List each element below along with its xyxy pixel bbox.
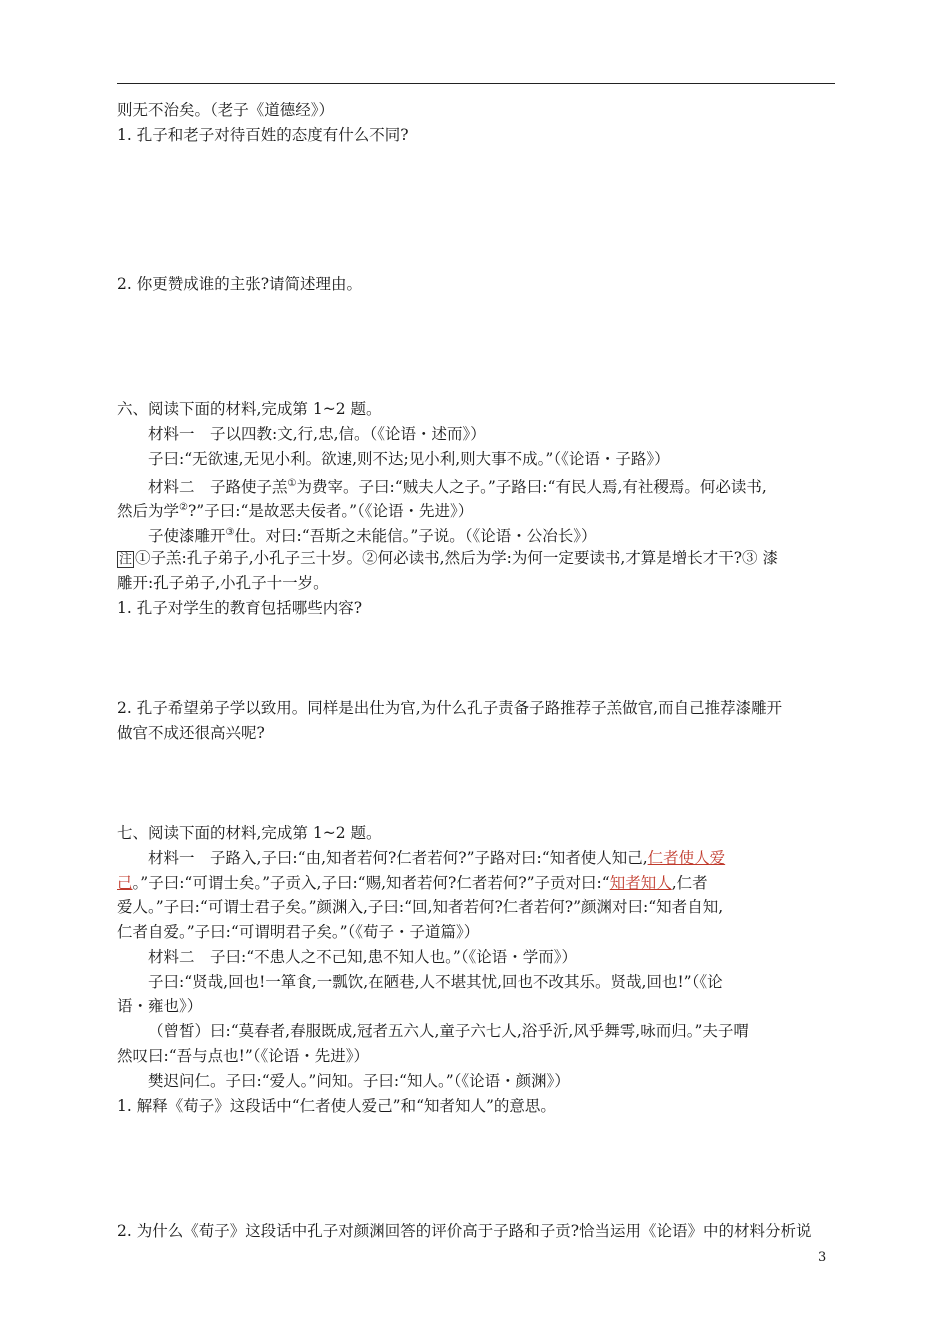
material-6-line-4: 然后为学②?”子曰:“是故恶夫佞者。”（《论语・先进》）: [117, 502, 474, 520]
question-7-1: 1. 解释《荀子》这段话中“仁者使人爱己”和“知者知人”的意思。: [117, 1097, 556, 1115]
highlight-renzhe: 仁者使人爱: [647, 849, 726, 867]
material-7-line-7: 语・雍也》）: [117, 997, 203, 1015]
passage-fragment: 则无不治矣。（老子《道德经》）: [117, 101, 335, 119]
question-6-1: 1. 孔子对学生的教育包括哪些内容?: [117, 599, 363, 617]
question-6-2-line-2: 做官不成还很高兴呢?: [117, 724, 265, 742]
material-7-line-2: 己。”子曰:“可谓士矣。”子贡入,子曰:“赐,知者若何?仁者若何?”子贡对曰:“知者知人,仁者: [117, 874, 708, 892]
question-5-1: 1. 孔子和老子对待百姓的态度有什么不同?: [117, 126, 409, 144]
question-7-2: 2. 为什么《荀子》这段话中孔子对颜渊回答的评价高于子路和子贡?恰当运用《论语》中的材料分析说: [117, 1222, 812, 1240]
footnote-ref-3: ③: [225, 527, 235, 538]
footnote-line-2: 雕开:孔子弟子,小孔子十一岁。: [117, 574, 329, 592]
material-6-line-3: 材料二 子路使子羔①为费宰。子曰:“贼夫人之子。”子路曰:“有民人焉,有社稷焉。何必读书,: [148, 478, 767, 496]
material-6-line-1: 材料一 子以四教:文,行,忠,信。（《论语・述而》）: [148, 425, 486, 443]
material-7-line-1: 材料一 子路入,子曰:“由,知者若何?仁者若何?”子路对曰:“知者使人知己,仁者使人爱: [148, 849, 726, 867]
material-7-line-4: 仁者自爱。”子曰:“可谓明君子矣。”（《荀子・子道篇》）: [117, 923, 480, 941]
highlight-ji: 己: [117, 874, 133, 892]
header-rule: [117, 83, 835, 84]
material-7-line-5: 材料二 子曰:“不患人之不己知,患不知人也。”（《论语・学而》）: [148, 948, 577, 966]
material-7-line-6: 子曰:“贤哉,回也!一箪食,一瓢饮,在陋巷,人不堪其忧,回也不改其乐。贤哉,回也!”（《论: [148, 973, 723, 991]
footnote-ref-1: ①: [287, 478, 297, 489]
footnote-ref-2: ②: [179, 502, 188, 513]
material-7-line-10: 樊迟问仁。子曰:“爱人。”问知。子曰:“知人。”（《论语・颜渊》）: [148, 1072, 570, 1090]
material-7-line-3: 爱人。”子曰:“可谓士君子矣。”颜渊入,子曰:“回,知者若何?仁者若何?”颜渊对曰:“知者自知,: [117, 898, 724, 916]
section-6-heading: 六、阅读下面的材料,完成第 1~2 题。: [117, 400, 382, 418]
material-7-line-8: （曾皙）曰:“莫春者,春服既成,冠者五六人,童子六七人,浴乎沂,风乎舞雩,咏而归。”夫子喟: [148, 1022, 749, 1040]
question-5-2: 2. 你更赞成谁的主张?请简述理由。: [117, 275, 363, 293]
material-6-line-5: 子使漆雕开③仕。对曰:“吾斯之未能信。”子说。（《论语・公冶长》）: [148, 527, 597, 545]
material-6-line-2: 子曰:“无欲速,无见小利。欲速,则不达;见小利,则大事不成。”（《论语・子路》）: [148, 450, 670, 468]
highlight-zhizhe: 知者知人: [609, 874, 672, 892]
material-7-line-9: 然叹曰:“吾与点也!”（《论语・先进》）: [117, 1047, 370, 1065]
section-7-heading: 七、阅读下面的材料,完成第 1~2 题。: [117, 824, 382, 842]
page-number: 3: [818, 1250, 827, 1265]
footnote-line-1: 注 ①子羔:孔子弟子,小孔子三十岁。②何必读书,然后为学:为何一定要读书,才算是增长才干?③ 漆: [119, 549, 778, 567]
question-6-2-line-1: 2. 孔子希望弟子学以致用。同样是出仕为官,为什么孔子责备子路推荐子羔做官,而自己推荐漆雕开: [117, 699, 783, 717]
note-label: 注: [119, 552, 133, 567]
